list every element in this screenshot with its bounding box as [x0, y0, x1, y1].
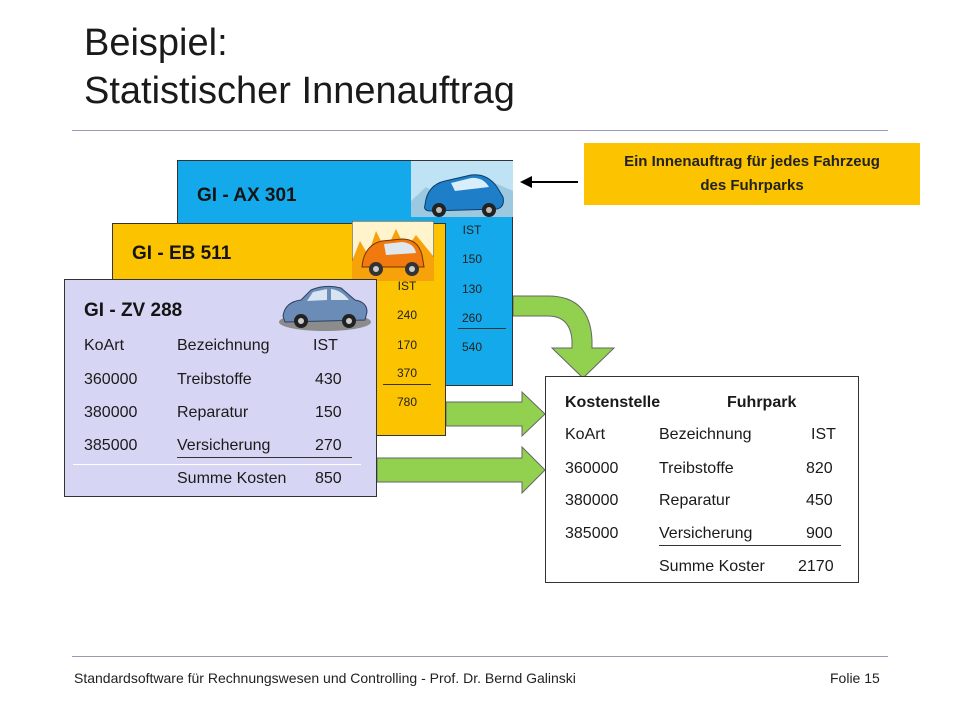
kst-row-2-bez: Reparatur	[659, 492, 731, 509]
zv-sum-label: Summe Kosten	[177, 470, 287, 487]
kst-row-1-koart: 360000	[565, 460, 619, 477]
kst-sum-line	[659, 545, 841, 546]
card-zv-title: GI - ZV 288	[84, 300, 183, 321]
page-title-line1: Beispiel:	[84, 22, 228, 64]
zv-row-3-ist: 270	[315, 437, 342, 454]
card-gi-zv-288	[64, 279, 377, 497]
zv-row-3-koart: 385000	[84, 437, 138, 454]
zv-header-bez: Bezeichnung	[177, 337, 270, 354]
curved-arrow-icon	[513, 296, 614, 378]
kst-row-3-koart: 385000	[565, 525, 619, 542]
kst-sum-label: Summe Koster	[659, 558, 765, 575]
kst-row-1-bez: Treibstoffe	[659, 460, 734, 477]
kostenstelle-box	[545, 376, 859, 583]
zv-header-koart: KoArt	[84, 337, 125, 354]
kst-header-koart: KoArt	[565, 426, 606, 443]
page-number: Folie 15	[830, 670, 880, 686]
zv-header-ist: IST	[313, 337, 338, 354]
eb-value-3: 370	[396, 366, 418, 380]
ax-value-1: 150	[461, 252, 483, 266]
card-ax-title: GI - AX 301	[197, 185, 297, 206]
orange-car-icon	[352, 221, 434, 281]
footer-divider	[72, 656, 888, 657]
kst-title-right: Fuhrpark	[727, 394, 797, 411]
zv-row-1-ist: 430	[315, 371, 342, 388]
card-eb-title: GI - EB 511	[132, 243, 232, 264]
kst-row-2-koart: 380000	[565, 492, 619, 509]
kst-row-1-ist: 820	[806, 460, 833, 477]
kst-row-2-ist: 450	[806, 492, 833, 509]
callout-line1: Ein Innenauftrag für jedes Fahrzeug	[624, 153, 880, 170]
zv-row-1-bez: Treibstoffe	[177, 371, 252, 388]
eb-ist-header: IST	[397, 279, 417, 293]
blue-car-icon	[411, 161, 513, 217]
zv-separator	[73, 464, 361, 465]
straight-arrow-2-icon	[377, 447, 545, 493]
ax-ist-header: IST	[462, 223, 482, 237]
kst-title-left: Kostenstelle	[565, 394, 661, 411]
zv-sum-value: 850	[315, 470, 342, 487]
kst-row-3-bez: Versicherung	[659, 525, 753, 542]
footer-text: Standardsoftware für Rechnungswesen und Controlling - Prof. Dr. Bernd Galinski	[74, 670, 576, 686]
eb-value-1: 240	[396, 308, 418, 322]
ax-sum-line	[458, 328, 506, 329]
ax-value-sum: 540	[461, 340, 483, 354]
kst-sum-value: 2170	[798, 558, 834, 575]
callout-box	[584, 143, 920, 205]
grey-car-icon	[277, 282, 371, 332]
zv-row-2-ist: 150	[315, 404, 342, 421]
kst-header-ist: IST	[811, 426, 836, 443]
eb-value-2: 170	[396, 338, 418, 352]
pointer-arrow-icon	[520, 176, 532, 188]
zv-row-1-koart: 360000	[84, 371, 138, 388]
zv-row-2-bez: Reparatur	[177, 404, 249, 421]
eb-sum-line	[383, 384, 431, 385]
zv-row-3-bez: Versicherung	[177, 437, 271, 454]
kst-header-bez: Bezeichnung	[659, 426, 752, 443]
zv-row-2-koart: 380000	[84, 404, 138, 421]
straight-arrow-1-icon	[446, 392, 545, 436]
kst-row-3-ist: 900	[806, 525, 833, 542]
eb-value-sum: 780	[396, 395, 418, 409]
ax-value-3: 260	[461, 311, 483, 325]
ax-value-2: 130	[461, 282, 483, 296]
callout-line2: des Fuhrparks	[700, 177, 804, 194]
page-title-line2: Statistischer Innenauftrag	[84, 70, 515, 112]
zv-sum-line	[177, 457, 352, 458]
